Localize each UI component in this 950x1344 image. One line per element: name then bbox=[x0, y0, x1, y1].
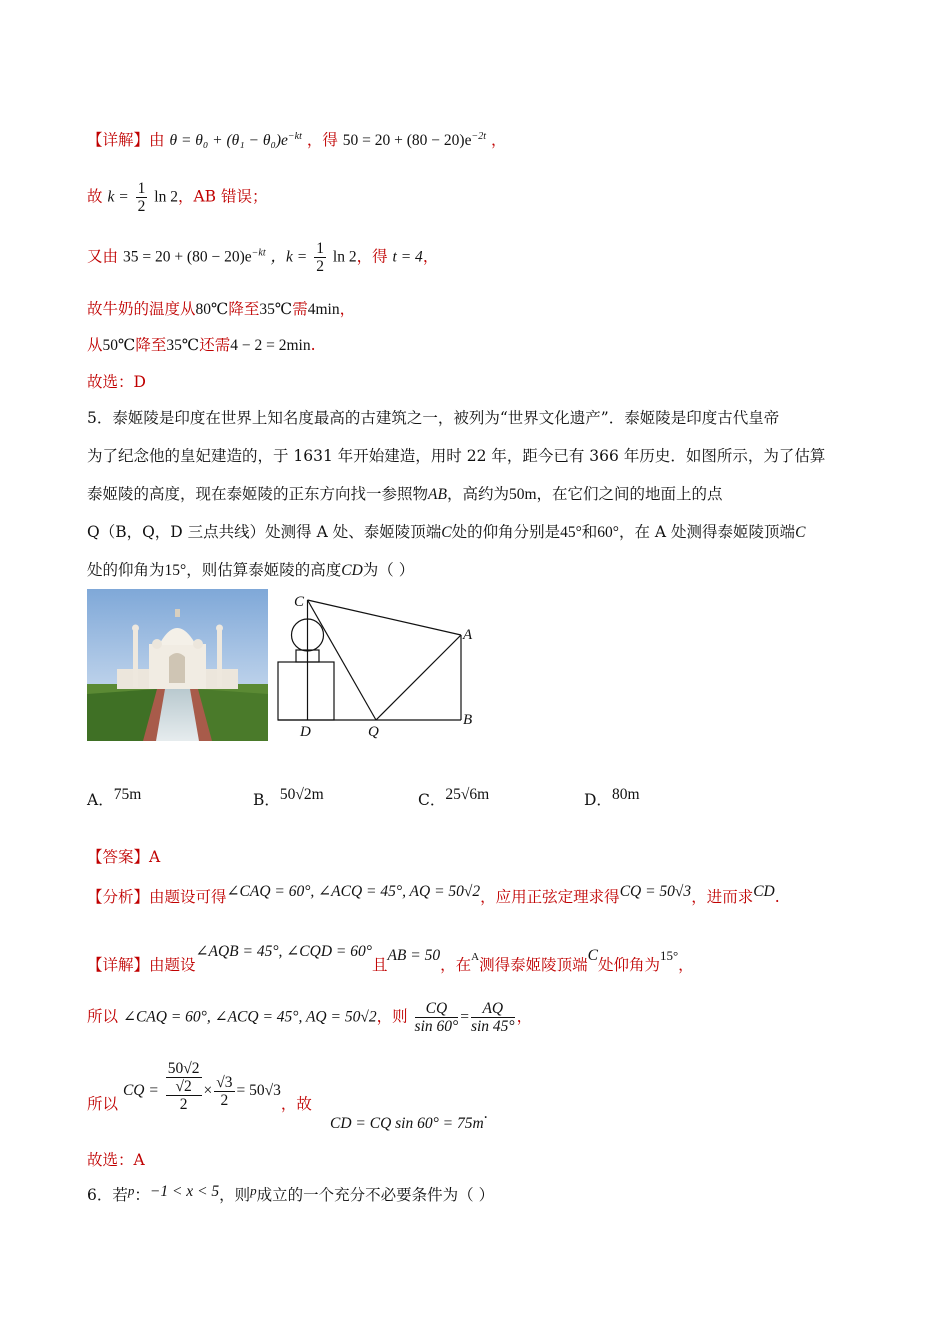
detail-tag: 【详解】 bbox=[87, 131, 150, 149]
taj-mahal-photo bbox=[87, 589, 268, 741]
geometry-diagram bbox=[270, 588, 480, 748]
final-answer-line: 故选：A bbox=[87, 1151, 145, 1169]
label-a: A bbox=[463, 627, 473, 643]
detail-line-3: 又由 $35 = 20 + (80 - 20)e^{-kt}$ ，k = $\frac{1}{2}$ ln 2，得 t = 4， bbox=[87, 240, 439, 275]
q6-stem: 6．若$^p$：−1 < x < 5，则$^p$成立的一个充分不必要条件为（ ） bbox=[87, 1183, 495, 1204]
formula-newton: θ = θ₀ + (θ₁ − θ₀)e bbox=[169, 132, 288, 149]
analysis-line: 【分析】由题设可得∠CAQ = 60°, ∠ACQ = 45°, AQ = 50√2，应用正弦定理求得CQ = 50√3，进而求CD. bbox=[87, 883, 780, 906]
building-base-rect bbox=[278, 662, 334, 720]
detail-line-1: 【详解】由 $\theta = \theta_0 + (\theta_1 - \theta_0)e^{-kt}$ ，得 $50 = 20 + (80 - 20)e^{-2t}$ ， bbox=[87, 131, 507, 149]
q5-para-2: 为了纪念他的皇妃建造的，于 1631 年开始建造，用时 22 年，距今已有 366 年历史．如图所示，为了估算 bbox=[87, 447, 826, 465]
cd-result: CD = CQ sin 60° = 75m. bbox=[330, 1105, 488, 1132]
fraction: $\frac{1}{2}$ bbox=[316, 240, 324, 275]
detail-line-2: 故 k = $\frac{1}{2}$ ln 2，AB 错误； bbox=[87, 180, 268, 215]
q5-para-5: 处的仰角为15°，则估算泰姬陵的高度CD为（ ） bbox=[87, 561, 415, 579]
detail-line-q5-1: 【详解】由题设∠AQB = 45°, ∠CQD = 60°且AB = 50，在$^A$测得泰姬陵顶端C处仰角为$^{15^\circ}$， bbox=[87, 943, 694, 974]
detail-line-q5-3: 所以 CQ = 50√2 √2 2 × $\frac{√3}{2}$ = 50√3，故 bbox=[87, 1060, 312, 1113]
choice-d[interactable]: D．80m bbox=[584, 786, 640, 809]
detail-line-5: 从50℃降至35℃还需4 − 2 = 2min. bbox=[87, 336, 316, 354]
detail-line-4: 故牛奶的温度从80℃降至35℃需4min， bbox=[87, 300, 356, 318]
equation-50: 50 = 20 + (80 − 20)e bbox=[342, 132, 472, 149]
fraction-sqrt3-2: $\frac{√3}{2}$ bbox=[216, 1073, 233, 1109]
segment-ca bbox=[308, 600, 462, 635]
fraction-aq-sin45: $\frac{AQ}{\sin 45^\circ}$ bbox=[470, 1000, 515, 1035]
q5-para-1: 5．泰姬陵是印度在世界上知名度最高的古建筑之一，被列为“世界文化遗产”．泰姬陵是印度古代皇帝 bbox=[87, 409, 780, 427]
q5-para-4: Q（B，Q，D 三点共线）处测得 A 处、泰姬陵顶端C处的仰角分别是45°和60°，在 A 处测得泰姬陵顶端C bbox=[87, 523, 806, 541]
label-c: C bbox=[294, 594, 305, 610]
answer-line: 【答案】A bbox=[87, 848, 161, 866]
compound-fraction: 50√2 √2 2 bbox=[167, 1060, 200, 1113]
q5-para-3: 泰姬陵的高度，现在泰姬陵的正东方向找一参照物AB，高约为50m，在它们之间的地面上的点 bbox=[87, 485, 723, 503]
fraction: $\frac{1}{2}$ bbox=[137, 180, 146, 215]
choice-b[interactable]: B．50√2m bbox=[253, 786, 324, 809]
fraction-cq-sin60: $\frac{CQ}{\sin 60^\circ}$ bbox=[414, 1000, 459, 1035]
choice-a[interactable]: A．75m bbox=[87, 786, 142, 809]
segment-qa bbox=[376, 635, 461, 720]
detail-line-q5-2: 所以 ∠CAQ = 60°, ∠ACQ = 45°, AQ = 50√2，则 $\frac{CQ}{\sin 60^\circ}$ = $\frac{AQ}{\sin 45^\circ}$ ， bbox=[87, 1000, 533, 1035]
segment-cq bbox=[308, 600, 377, 720]
label-b: B bbox=[463, 712, 473, 728]
answer-choice-line: 故选：D bbox=[87, 373, 146, 391]
label-q: Q bbox=[368, 724, 379, 740]
choice-c[interactable]: C．25√6m bbox=[418, 786, 490, 809]
label-d: D bbox=[300, 724, 311, 740]
